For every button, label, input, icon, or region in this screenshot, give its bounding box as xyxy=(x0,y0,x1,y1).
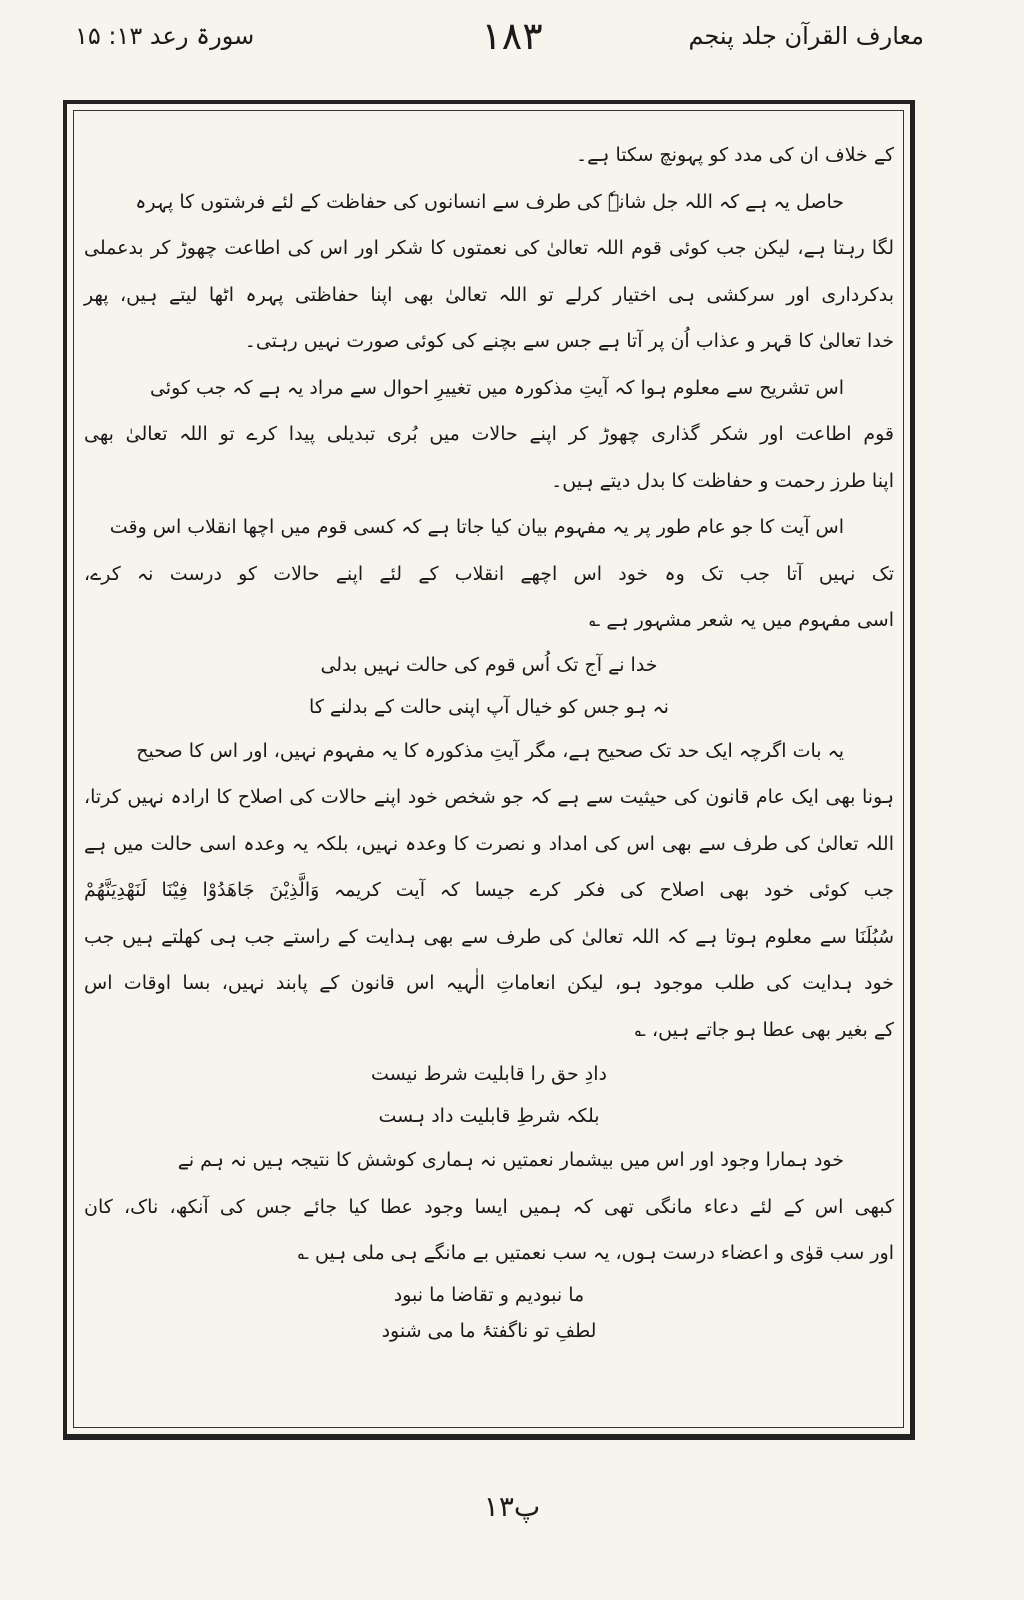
text-line: کے بغیر بھی عطا ہو جاتے ہیں، ؎ xyxy=(634,1018,894,1041)
book-title: معارف القرآن جلد پنجم xyxy=(688,22,924,50)
text-line: سُبُلَنَا سے معلوم ہوتا ہے کہ اللہ تعالیٰ کی طرف سے بھی ہدایت کے راستے جب ہی کھلتے ہیں جب xyxy=(84,925,894,948)
text-line: خود ہمارا وجود اور اس میں بیشمار نعمتیں نہ ہماری کوشش کا نتیجہ ہیں نہ ہم نے xyxy=(177,1149,844,1171)
verse-line: نہ ہو جس کو خیال آپ اپنی حالت کے بدلنے کا xyxy=(309,695,669,718)
text-line: اللہ تعالیٰ کی طرف سے بھی اس کی امداد و نصرت کا وعدہ نہیں، بلکہ یہ وعدہ اسی حالت میں ہے xyxy=(84,832,894,855)
text-line: اور سب قوٰی و اعضاء درست ہوں، یہ سب نعمتیں بے مانگے ہی ملی ہیں ؎ xyxy=(297,1242,894,1264)
text-line: اس تشریح سے معلوم ہوا کہ آیتِ مذکورہ میں تغییرِ احوال سے مراد یہ ہے کہ جب کوئی xyxy=(149,376,844,399)
text-line: تک نہیں آتا جب تک وہ خود اس اچھے انقلاب کے لئے اپنے حالات کو درست نہ کرے، xyxy=(84,562,894,585)
verse-line: لطفِ تو ناگفتۂ ما می شنود xyxy=(381,1319,597,1342)
verse-line: بلکہ شرطِ قابلیت داد ہست xyxy=(378,1105,600,1127)
text-line: اسی مفہوم میں یہ شعر مشہور ہے ؎ xyxy=(589,609,894,631)
page-number: ۱۸۳ xyxy=(481,14,543,58)
text-line: کبھی اس کے لئے دعاء مانگی تھی کہ ہمیں ایسا وجود عطا کیا جائے جس کی آنکھ، ناک، کان xyxy=(84,1195,894,1218)
verse-line: دادِ حق را قابلیت شرط نیست xyxy=(371,1063,607,1085)
text-line: بدکرداری اور سرکشی ہی اختیار کرلے تو اللہ تعالیٰ بھی اپنا حفاظتی پہرہ اٹھا لیتے ہیں، پھر xyxy=(84,283,894,306)
text-line: قوم اطاعت اور شکر گذاری چھوڑ کر اپنے حالات میں بُری تبدیلی پیدا کرے تو اللہ تعالیٰ بھی xyxy=(84,423,894,445)
para-marker: پ۱۳ xyxy=(483,1490,541,1523)
surah-reference: سورۃ رعد ۱۳: ۱۵ xyxy=(75,22,255,50)
text-line: اس آیت کا جو عام طور پر یہ مفہوم بیان کیا جاتا ہے کہ کسی قوم میں اچھا انقلاب اس وقت xyxy=(109,516,844,538)
body-text xyxy=(84,132,894,1349)
text-line: کے خلاف ان کی مدد کو پہونچ سکتا ہے۔ xyxy=(576,144,894,166)
text-line: ہونا بھی ایک عام قانون کی حیثیت سے ہے کہ جو شخص خود اپنے حالات کی اصلاح کا ارادہ نہیں کرتا، xyxy=(84,786,894,808)
text-line: یہ بات اگرچہ ایک حد تک صحیح ہے، مگر آیتِ مذکورہ کا یہ مفہوم نہیں، اور اس کا صحیح xyxy=(136,739,844,762)
verse-line: ما نبودیم و تقاضا ما نبود xyxy=(393,1283,585,1306)
text-line: حاصل یہ ہے کہ اللہ جل شانہٗ کی طرف سے انسانوں کی حفاظت کے لئے فرشتوں کا پہرہ xyxy=(135,190,844,213)
text-line: لگا رہتا ہے، لیکن جب کوئی قوم اللہ تعالیٰ کی نعمتوں کا شکر اور اس کی اطاعت چھوڑ کر بدعملی xyxy=(84,237,894,259)
verse-line: خدا نے آج تک اُس قوم کی حالت نہیں بدلی xyxy=(320,653,658,676)
text-line: خود ہدایت کی طلب موجود ہو، لیکن انعاماتِ الٰہیہ اس قانون کے پابند نہیں، بسا اوقات اس xyxy=(84,972,894,994)
text-line: جب کوئی خود بھی اصلاح کی فکر کرے جیسا کہ آیت کریمہ وَالَّذِيْنَ جَاهَدُوْا فِيْنَا لَنَهْدِيَنَّهُمْ xyxy=(84,879,894,901)
text-line: خدا تعالیٰ کا قہر و عذاب اُن پر آتا ہے جس سے بچنے کی کوئی صورت نہیں رہتی۔ xyxy=(244,330,894,352)
text-line: اپنا طرز رحمت و حفاظت کا بدل دیتے ہیں۔ xyxy=(551,469,894,492)
